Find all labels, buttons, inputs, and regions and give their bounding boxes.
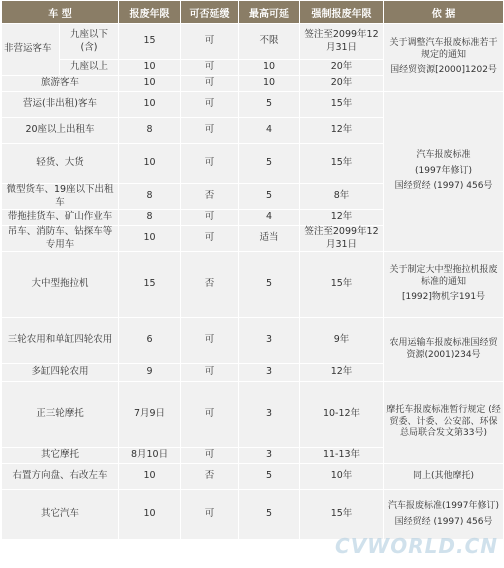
basis-cell bbox=[384, 24, 504, 92]
mandatory-years-cell: 15年 bbox=[300, 92, 384, 118]
extendable-cell: 否 bbox=[181, 252, 239, 318]
header-mandatory-years: 强制报废年限 bbox=[300, 1, 384, 24]
vehicle-type: 大中型拖拉机 bbox=[2, 252, 119, 318]
basis-text: 国经贸经 (1997) 456号 bbox=[394, 181, 493, 192]
header-basis: 依 据 bbox=[384, 1, 504, 24]
scrap-years-cell: 8 bbox=[119, 210, 181, 226]
table-row bbox=[2, 318, 504, 364]
vehicle-type: 右置方向盘、右改左车 bbox=[2, 464, 119, 490]
mandatory-years-cell: 10-12年 bbox=[300, 382, 384, 448]
max-extension-cell: 5 bbox=[239, 252, 300, 318]
scrap-years-cell: 15 bbox=[119, 24, 181, 60]
basis-text: 关于调整汽车报废标准若干规定的通知 bbox=[389, 37, 498, 60]
scrap-years-cell: 10 bbox=[119, 490, 181, 540]
table-row bbox=[2, 490, 504, 540]
vehicle-scrap-table bbox=[1, 0, 504, 540]
basis-cell bbox=[384, 92, 504, 252]
mandatory-years-cell: 签注至2099年12月31日 bbox=[300, 226, 384, 252]
max-extension-cell: 5 bbox=[239, 490, 300, 540]
extendable-cell: 否 bbox=[181, 184, 239, 210]
scrap-years-cell: 10 bbox=[119, 92, 181, 118]
vehicle-type: 20座以上出租车 bbox=[2, 118, 119, 144]
basis-text: 关于制定大中型拖拉机报废标准的通知 bbox=[389, 264, 498, 287]
vehicle-type: 其它汽车 bbox=[2, 490, 119, 540]
max-extension-cell: 5 bbox=[239, 144, 300, 184]
mandatory-years-cell: 12年 bbox=[300, 364, 384, 382]
scrap-years-cell: 8 bbox=[119, 184, 181, 210]
basis-cell bbox=[384, 382, 504, 464]
vehicle-subtype: 九座以下(含) bbox=[60, 24, 119, 60]
scrap-years-cell: 10 bbox=[119, 144, 181, 184]
header-max-extension: 最高可延 bbox=[239, 1, 300, 24]
scrap-years-cell: 9 bbox=[119, 364, 181, 382]
table-row bbox=[2, 252, 504, 318]
basis-text: (1997年修订) bbox=[415, 165, 472, 176]
mandatory-years-cell: 10年 bbox=[300, 464, 384, 490]
table-row bbox=[2, 92, 504, 118]
basis-cell bbox=[384, 318, 504, 382]
basis-text: [1992]物机字191号 bbox=[401, 292, 486, 303]
basis-text: 国经贸经 (1997) 456号 bbox=[394, 516, 493, 527]
scrap-years-cell: 7月9日 bbox=[119, 382, 181, 448]
scrap-years-cell: 10 bbox=[119, 60, 181, 76]
extendable-cell: 否 bbox=[181, 464, 239, 490]
mandatory-years-cell: 12年 bbox=[300, 118, 384, 144]
extendable-cell: 可 bbox=[181, 76, 239, 92]
vehicle-type: 三轮农用和单缸四轮农用 bbox=[2, 318, 119, 364]
extendable-cell: 可 bbox=[181, 24, 239, 60]
extendable-cell: 可 bbox=[181, 210, 239, 226]
vehicle-category: 非营运客车 bbox=[2, 24, 60, 76]
basis-text: 农用运输车报废标准国经贸资源(2001)234号 bbox=[389, 337, 498, 360]
extendable-cell: 可 bbox=[181, 92, 239, 118]
mandatory-years-cell: 20年 bbox=[300, 60, 384, 76]
site-watermark: CVWORLD.CN bbox=[335, 534, 498, 558]
table-row bbox=[2, 382, 504, 448]
vehicle-type: 微型货车、19座以下出租车 bbox=[2, 184, 119, 210]
basis-text: 摩托车报废标准暂行规定 (经贸委、计委、公安部、环保总局联合发文第33号) bbox=[386, 404, 501, 439]
basis-text: 国经贸资源[2000]1202号 bbox=[390, 65, 497, 76]
vehicle-type: 旅游客车 bbox=[2, 76, 119, 92]
mandatory-years-cell: 8年 bbox=[300, 184, 384, 210]
basis-text: 汽车报废标准 bbox=[416, 149, 471, 160]
max-extension-cell: 5 bbox=[239, 92, 300, 118]
scrap-years-cell: 15 bbox=[119, 252, 181, 318]
basis-cell bbox=[384, 464, 504, 490]
vehicle-type: 吊车、消防车、钻探车等专用车 bbox=[2, 226, 119, 252]
extendable-cell: 可 bbox=[181, 490, 239, 540]
header-scrap-years: 报废年限 bbox=[119, 1, 181, 24]
max-extension-cell: 4 bbox=[239, 210, 300, 226]
mandatory-years-cell: 签注至2099年12月31日 bbox=[300, 24, 384, 60]
scrap-years-cell: 10 bbox=[119, 464, 181, 490]
vehicle-type: 多缸四轮农用 bbox=[2, 364, 119, 382]
scrap-years-cell: 10 bbox=[119, 76, 181, 92]
vehicle-subtype: 九座以上 bbox=[60, 60, 119, 76]
header-extendable: 可否延缓 bbox=[181, 1, 239, 24]
basis-cell bbox=[384, 252, 504, 318]
extendable-cell: 可 bbox=[181, 448, 239, 464]
max-extension-cell: 适当 bbox=[239, 226, 300, 252]
vehicle-type: 其它摩托 bbox=[2, 448, 119, 464]
vehicle-type: 轻货、大货 bbox=[2, 144, 119, 184]
scrap-years-cell: 8月10日 bbox=[119, 448, 181, 464]
mandatory-years-cell: 15年 bbox=[300, 252, 384, 318]
extendable-cell: 可 bbox=[181, 364, 239, 382]
max-extension-cell: 3 bbox=[239, 448, 300, 464]
mandatory-years-cell: 15年 bbox=[300, 490, 384, 540]
basis-cell bbox=[384, 490, 504, 540]
mandatory-years-cell: 20年 bbox=[300, 76, 384, 92]
mandatory-years-cell: 11-13年 bbox=[300, 448, 384, 464]
extendable-cell: 可 bbox=[181, 382, 239, 448]
scrap-years-cell: 10 bbox=[119, 226, 181, 252]
max-extension-cell: 5 bbox=[239, 184, 300, 210]
vehicle-type: 正三轮摩托 bbox=[2, 382, 119, 448]
scrap-years-cell: 8 bbox=[119, 118, 181, 144]
max-extension-cell: 3 bbox=[239, 318, 300, 364]
mandatory-years-cell: 12年 bbox=[300, 210, 384, 226]
header-row bbox=[2, 1, 504, 24]
extendable-cell: 可 bbox=[181, 318, 239, 364]
extendable-cell: 可 bbox=[181, 60, 239, 76]
max-extension-cell: 3 bbox=[239, 382, 300, 448]
mandatory-years-cell: 9年 bbox=[300, 318, 384, 364]
max-extension-cell: 4 bbox=[239, 118, 300, 144]
basis-text: 汽车报废标准(1997年修订) bbox=[388, 500, 499, 511]
max-extension-cell: 10 bbox=[239, 60, 300, 76]
extendable-cell: 可 bbox=[181, 226, 239, 252]
max-extension-cell: 5 bbox=[239, 464, 300, 490]
vehicle-type: 带拖挂货车、矿山作业车 bbox=[2, 210, 119, 226]
scrap-years-cell: 6 bbox=[119, 318, 181, 364]
table-row bbox=[2, 24, 504, 60]
max-extension-cell: 10 bbox=[239, 76, 300, 92]
extendable-cell: 可 bbox=[181, 144, 239, 184]
header-vehicle-type: 车 型 bbox=[2, 1, 119, 24]
basis-text: 同上(其他摩托) bbox=[413, 470, 475, 481]
table-row bbox=[2, 464, 504, 490]
max-extension-cell: 3 bbox=[239, 364, 300, 382]
vehicle-type: 营运(非出租)客车 bbox=[2, 92, 119, 118]
mandatory-years-cell: 15年 bbox=[300, 144, 384, 184]
extendable-cell: 可 bbox=[181, 118, 239, 144]
max-extension-cell: 不限 bbox=[239, 24, 300, 60]
